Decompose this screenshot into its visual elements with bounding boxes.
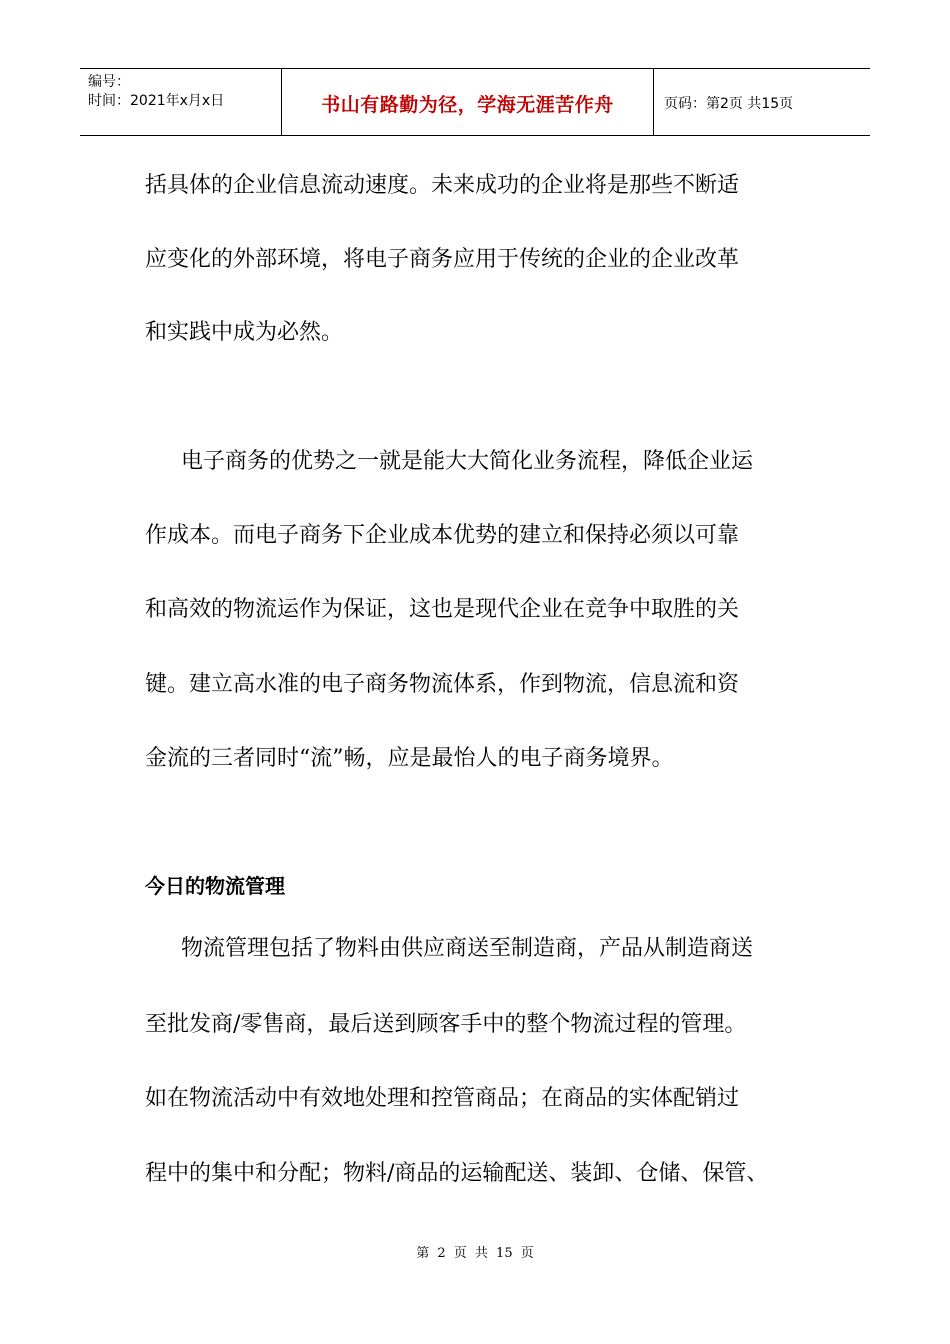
header-meta-cell bbox=[80, 69, 282, 135]
paragraph-line: 括具体的企业信息流动速度。未来成功的企业将是那些不断适 bbox=[145, 173, 740, 198]
paragraph-line: 程中的集中和分配；物料/商品的运输配送、装卸、仓储、保管、 bbox=[145, 1161, 769, 1186]
paragraph-line: 和实践中成为必然。 bbox=[145, 320, 344, 345]
header-motto: 书山有路勤为径，学海无涯苦作舟 bbox=[321, 93, 614, 116]
page-header bbox=[80, 68, 870, 136]
header-page-cell bbox=[654, 69, 870, 135]
header-motto-cell bbox=[282, 69, 654, 135]
paragraph-line: 金流的三者同时“流”畅，应是最怡人的电子商务境界。 bbox=[145, 746, 674, 771]
page-footer: 第 2 页 共 15 页 bbox=[416, 1246, 534, 1261]
paragraph-line: 和高效的物流运作为保证，这也是现代企业在竞争中取胜的关 bbox=[145, 597, 740, 622]
paragraph-line: 键。建立高水准的电子商务物流体系，作到物流，信息流和资 bbox=[145, 672, 740, 697]
paragraph-line: 至批发商/零售商，最后送到顾客手中的整个物流过程的管理。 bbox=[145, 1012, 747, 1037]
section-heading: 今日的物流管理 bbox=[145, 874, 285, 898]
paragraph-line: 作成本。而电子商务下企业成本优势的建立和保持必须以可靠 bbox=[145, 523, 740, 548]
header-page-number: 页码：第2页 共15页 bbox=[664, 96, 794, 112]
paragraph-line: 物流管理包括了物料由供应商送至制造商，产品从制造商送 bbox=[181, 936, 754, 961]
document-number-label: 编号： bbox=[88, 74, 130, 90]
document-date-label: 时间：2021年x月x日 bbox=[88, 93, 225, 109]
paragraph-line: 如在物流活动中有效地处理和控管商品；在商品的实体配销过 bbox=[145, 1086, 740, 1111]
paragraph-line: 电子商务的优势之一就是能大大简化业务流程，降低企业运 bbox=[181, 449, 754, 474]
paragraph-line: 应变化的外部环境，将电子商务应用于传统的企业的企业改革 bbox=[145, 247, 740, 272]
